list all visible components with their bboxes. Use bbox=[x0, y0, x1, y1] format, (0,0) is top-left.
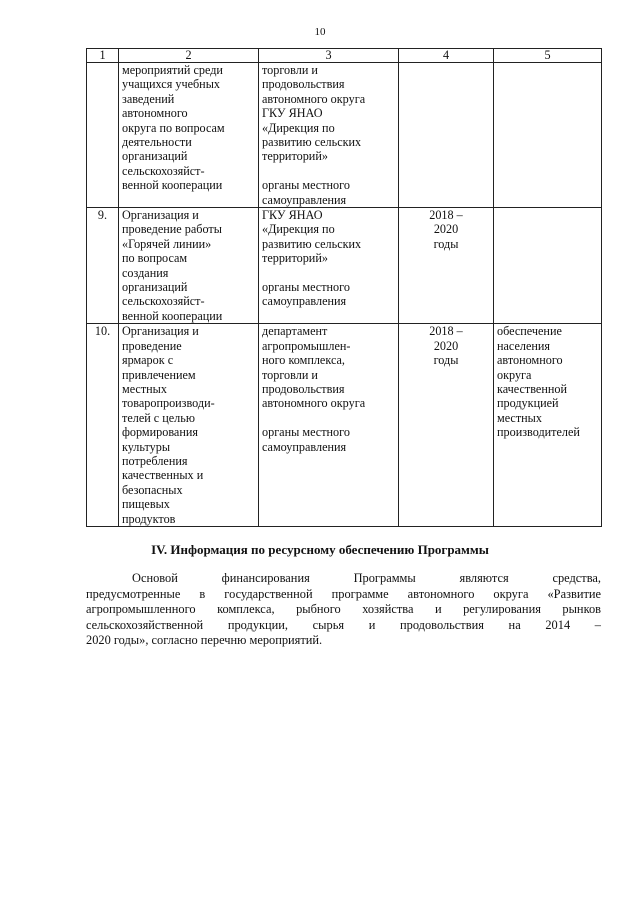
resource-paragraph bbox=[86, 571, 601, 649]
activity-line: проведение bbox=[122, 338, 182, 353]
executor-line: развитию сельских bbox=[262, 135, 362, 150]
executor-line: агропромышлен- bbox=[262, 338, 351, 353]
executor-cell bbox=[259, 324, 399, 527]
activity-line: проведение работы bbox=[122, 222, 222, 237]
activity-cell bbox=[119, 324, 259, 527]
row-number-cell bbox=[87, 63, 119, 208]
column-header: 2 bbox=[119, 49, 259, 63]
result-line: обеспечение bbox=[497, 324, 562, 339]
row-number-line: 9. bbox=[97, 208, 108, 223]
executor-line: самоуправления bbox=[262, 192, 347, 207]
activity-line: товаропроизводи- bbox=[122, 396, 215, 411]
activity-line: продуктов bbox=[122, 511, 176, 526]
executor-line: торговли и bbox=[262, 367, 318, 382]
executor-line: торговли и bbox=[262, 63, 318, 77]
years-line: 2018 – bbox=[429, 208, 463, 223]
activity-line: сельскохозяйст- bbox=[122, 163, 205, 178]
activity-line: заведений bbox=[122, 91, 175, 106]
years-line: 2020 bbox=[433, 338, 459, 353]
result-line: качественной bbox=[497, 381, 567, 396]
years-cell bbox=[399, 324, 494, 527]
column-header: 4 bbox=[399, 49, 494, 63]
result-line: населения bbox=[497, 338, 551, 353]
executor-line bbox=[262, 164, 395, 178]
executor-line: автономного округа bbox=[262, 91, 366, 106]
years-cell bbox=[399, 208, 494, 324]
activity-line: создания bbox=[122, 265, 169, 280]
result-cell bbox=[494, 324, 602, 527]
row-number-cell bbox=[87, 324, 119, 527]
row-number-line: 10. bbox=[94, 324, 111, 339]
executor-line: развитию сельских bbox=[262, 236, 362, 251]
result-line: производителей bbox=[497, 425, 580, 440]
executor-line: департамент bbox=[262, 324, 328, 339]
paragraph-line: 2020 годы», согласно перечню мероприятий. bbox=[86, 633, 323, 648]
activity-line: венной кооперации bbox=[122, 178, 223, 193]
activity-line: местных bbox=[122, 381, 167, 396]
years-line: 2018 – bbox=[429, 324, 463, 339]
row-number-cell bbox=[87, 208, 119, 324]
executor-line: территорий» bbox=[262, 149, 328, 164]
table-row bbox=[87, 63, 602, 208]
table-row bbox=[87, 324, 602, 527]
result-line: округа bbox=[497, 367, 532, 382]
executor-line: автономного округа bbox=[262, 396, 366, 411]
activity-line: сельскохозяйст- bbox=[122, 294, 205, 309]
activity-line: культуры bbox=[122, 439, 171, 454]
activity-line: деятельности bbox=[122, 135, 192, 150]
activity-line: ярмарок с bbox=[122, 353, 174, 368]
activity-line: безопасных bbox=[122, 482, 183, 497]
table-row bbox=[87, 208, 602, 324]
column-header: 3 bbox=[259, 49, 399, 63]
result-line: местных bbox=[497, 410, 542, 425]
result-line: продукцией bbox=[497, 396, 559, 411]
activity-line: привлечением bbox=[122, 367, 196, 382]
activity-line: организаций bbox=[122, 280, 188, 295]
years-line: годы bbox=[433, 353, 459, 368]
paragraph-line: агропромышленного комплекса, рыбного хозяйства и регулирования рынков bbox=[86, 602, 601, 617]
activity-line: Организация и bbox=[122, 208, 199, 223]
executor-line: «Дирекция по bbox=[262, 222, 335, 237]
activity-line: автономного bbox=[122, 106, 188, 121]
activity-cell bbox=[119, 63, 259, 208]
page-number: 10 bbox=[314, 26, 326, 38]
years-line: 2020 bbox=[433, 222, 459, 237]
activity-line: по вопросам bbox=[122, 251, 188, 266]
activity-line: «Горячей линии» bbox=[122, 236, 212, 251]
column-header: 5 bbox=[494, 49, 602, 63]
activity-line: пищевых bbox=[122, 497, 170, 512]
executor-line: самоуправления bbox=[262, 294, 347, 309]
executor-cell bbox=[259, 63, 399, 208]
activity-line: Организация и bbox=[122, 324, 199, 339]
column-header: 1 bbox=[87, 49, 119, 63]
executor-line: ного комплекса, bbox=[262, 353, 345, 368]
result-line: автономного bbox=[497, 353, 563, 368]
executor-line bbox=[262, 266, 395, 280]
result-cell bbox=[494, 63, 602, 208]
activity-line: потребления bbox=[122, 453, 188, 468]
executor-line: органы местного bbox=[262, 425, 350, 440]
years-line: годы bbox=[433, 236, 459, 251]
activity-line: качественных и bbox=[122, 468, 204, 483]
activity-cell bbox=[119, 208, 259, 324]
executor-line: ГКУ ЯНАО bbox=[262, 208, 323, 223]
executor-line: территорий» bbox=[262, 251, 328, 266]
executor-line bbox=[262, 411, 395, 425]
executor-line: продовольствия bbox=[262, 381, 345, 396]
years-cell bbox=[399, 63, 494, 208]
row-number-line bbox=[90, 63, 115, 77]
activity-line: телей с целью bbox=[122, 410, 195, 425]
executor-line: органы местного bbox=[262, 280, 350, 295]
table-header-row bbox=[87, 49, 602, 63]
activity-line: организаций bbox=[122, 149, 188, 164]
executor-line: ГКУ ЯНАО bbox=[262, 106, 323, 121]
activity-line: округа по вопросам bbox=[122, 120, 225, 135]
activity-line: учащихся учебных bbox=[122, 77, 220, 92]
paragraph-line: Основой финансирования Программы являются средства, bbox=[132, 571, 601, 585]
executor-line: самоуправления bbox=[262, 439, 347, 454]
result-cell bbox=[494, 208, 602, 324]
activity-line: мероприятий среди bbox=[122, 63, 223, 77]
executor-line: органы местного bbox=[262, 178, 350, 193]
activities-table bbox=[86, 48, 602, 527]
executor-cell bbox=[259, 208, 399, 324]
paragraph-line: предусмотренные в государственной программе автономного округа «Развитие bbox=[86, 586, 601, 601]
activity-line: венной кооперации bbox=[122, 308, 223, 323]
activity-line: формирования bbox=[122, 425, 198, 440]
executor-line: «Дирекция по bbox=[262, 120, 335, 135]
section-heading: IV. Информация по ресурсному обеспечению Программы bbox=[151, 542, 489, 557]
table-body bbox=[87, 63, 602, 527]
paragraph-line: сельскохозяйственной продукции, сырья и продовольствия на 2014 – bbox=[86, 617, 601, 632]
executor-line: продовольствия bbox=[262, 77, 345, 92]
